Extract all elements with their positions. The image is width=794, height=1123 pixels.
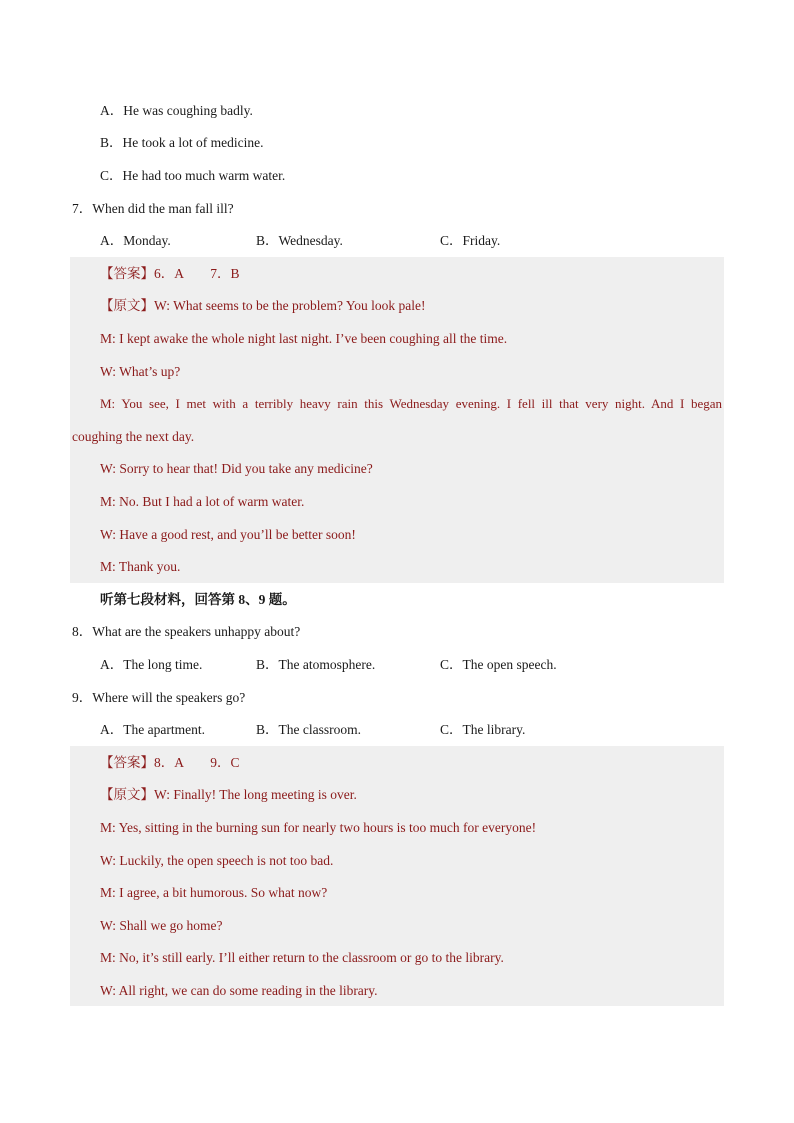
answer-text: 8．A 9．C [154,755,240,770]
q7-option-c: C．Friday. [440,233,501,248]
transcript-tag: 【原文】 [100,298,154,313]
q6-option-c: C．He had too much warm water. [100,168,286,183]
q7-option-b: B．Wednesday. [256,233,343,248]
q9-option-b: B．The classroom. [256,722,361,737]
transcript-1-line-4: M: You see, I met with a terribly heavy rain this Wednesday evening. I fell ill that very night. And I began [100,396,722,411]
transcript-2-line-6: M: No, it’s still early. I’ll either return to the classroom or go to the library. [100,950,504,965]
q8-option-c: C．The open speech. [440,657,557,672]
transcript-2-line-4: M: I agree, a bit humorous. So what now? [100,885,328,900]
transcript-2-line-5: W: Shall we go home? [100,918,223,933]
transcript-1-line-9: M: Thank you. [100,559,181,574]
answer-tag: 【答案】 [100,755,154,770]
q9-option-a: A．The apartment. [100,722,205,737]
transcript-1-line-7: M: No. But I had a lot of warm water. [100,494,305,509]
q8-stem: 8．What are the speakers unhappy about? [72,624,301,639]
transcript-2-line-3: W: Luckily, the open speech is not too bad. [100,853,334,868]
answer-text: 6．A 7．B [154,266,240,281]
transcript-1-line-3: W: What’s up? [100,364,181,379]
q6-option-a: A．He was coughing badly. [100,103,253,118]
answer-tag: 【答案】 [100,266,154,281]
transcript-2-line-1: 【原文】W: Finally! The long meeting is over. [100,787,357,802]
q6-option-b: B．He took a lot of medicine. [100,135,264,150]
transcript-2-line-2: M: Yes, sitting in the burning sun for nearly two hours is too much for everyone! [100,820,537,835]
transcript-1-line-6: W: Sorry to hear that! Did you take any medicine? [100,461,373,476]
transcript-2-line-7: W: All right, we can do some reading in the library. [100,983,378,998]
q9-stem: 9．Where will the speakers go? [72,690,246,705]
transcript-tag: 【原文】 [100,787,154,802]
transcript-1-line-8: W: Have a good rest, and you’ll be better soon! [100,527,356,542]
q8-option-a: A．The long time. [100,657,203,672]
section-7-heading: 听第七段材料，回答第 8、9 题。 [100,592,296,607]
transcript-1-line-1: 【原文】W: What seems to be the problem? You look pale! [100,298,426,313]
answer-1 [100,264,240,284]
q7-option-a: A．Monday. [100,233,171,248]
transcript-1-line-5: coughing the next day. [72,429,195,444]
answer-2 [100,753,240,773]
q7-stem: 7．When did the man fall ill? [72,201,234,216]
q8-option-b: B．The atomosphere. [256,657,376,672]
q9-option-c: C．The library. [440,722,526,737]
transcript-1-line-2: M: I kept awake the whole night last night. I’ve been coughing all the time. [100,331,508,346]
